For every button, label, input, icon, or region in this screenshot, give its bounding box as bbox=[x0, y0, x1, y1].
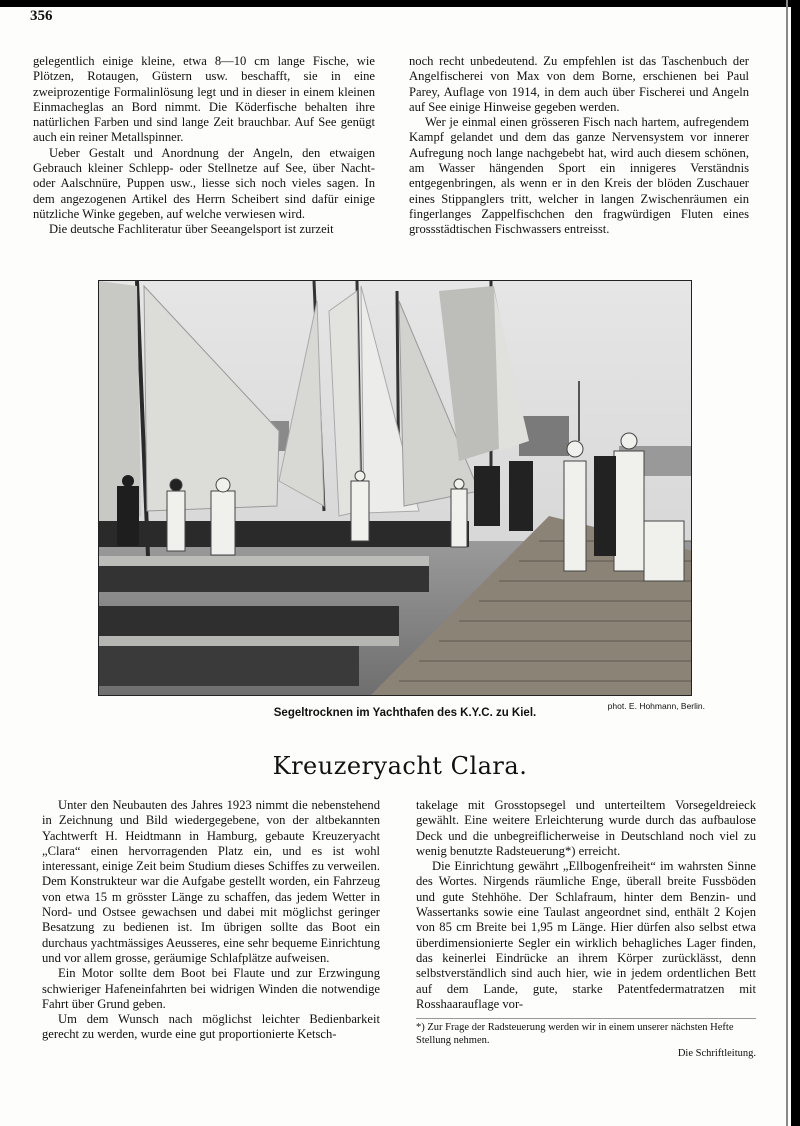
intro-right-paragraph: noch recht unbedeutend. Zu empfehlen ist das Taschenbuch der Angelfischerei von Max von dem Borne, erschienen bei Paul Parey, Auflage von 1914, in dem auch über Fischerei und Angeln auf See einige Hinweise gegeben werden. bbox=[409, 54, 749, 114]
article-left-paragraph: Ein Motor sollte dem Boot bei Flaute und zur Erzwingung schwieriger Hafeneinfahrten bei widrigen Winden die notwendige Fahrt über Grund geben. bbox=[42, 966, 380, 1011]
article-right-paragraph: Die Einrichtung gewährt „Ellbogenfreiheit“ im wahrsten Sinne des Wortes. Nirgends räumliche Enge, überall breite Fussböden und gute Stehhöhe. Der Schlafraum, hinter dem Benzin- und Wassertanks sowie eine Taulast angeordnet sind, enthält 2 Kojen von 85 cm Breite bei 1,95 m Länge. Hier dürfen also selbst etwa überdimensionierte Segler ein wirklich behagliches Lager finden, das keinerlei Eindrücke an ihrem Körper zurücklässt, denn selbstverständlich sind auch hier, wie in jedem ordentlichen Bett auf dem Lande, gute, starke Patentfedermatratzen mit Rosshaarauflage vor- bbox=[416, 859, 756, 1011]
page-number: 356 bbox=[30, 8, 53, 24]
photo-caption: Segeltrocknen im Yachthafen des K.Y.C. zu Kiel. bbox=[273, 707, 537, 719]
intro-left-paragraph: gelegentlich einige kleine, etwa 8—10 cm lange Fische, wie Plötzen, Rotaugen, Güstern usw. beschafft, sie in eine zweiprozentige Formalinlösung legt und in dieser in einem kleinen Einmacheglas an Bord nimmt. Die Köderfische behalten ihre natürlichen Farben und sind lange Zeit brauchbar. Auf See genügt auch ein reiner Metallspinner. bbox=[33, 54, 375, 145]
article-column-left bbox=[42, 798, 380, 1043]
page-right-border bbox=[791, 0, 800, 1126]
article-left-paragraph: Um dem Wunsch nach möglichst leichter Bedienbarkeit gerecht zu werden, wurde eine gut proportionierte Ketsch- bbox=[42, 1012, 380, 1042]
intro-column-left bbox=[33, 54, 375, 238]
article-title: Kreuzeryacht Clara. bbox=[272, 752, 528, 780]
page-right-edge-line bbox=[786, 0, 788, 1126]
intro-column-right bbox=[409, 54, 749, 238]
intro-right-paragraph: Wer je einmal einen grösseren Fisch nach hartem, aufregendem Kampf gelandet und dem das ganze Nervensystem vor innerer Aufregung noch lange nachgebebt hat, wird auch diesem schönen, am Wasser hängenden Sport ein innigeres Verständnis entgegenbringen, als wenn er in den Kreis der blöden Zuschauer eines Stippanglers tritt, welcher in langen Zwischenräumen ein fingerlanges Zappelfischchen den fragwürdigen Fluten eines grossstädtischen Fischwassers entreisst. bbox=[409, 115, 749, 237]
photo-credit: phot. E. Hohmann, Berlin. bbox=[607, 701, 705, 711]
harbor-photo bbox=[98, 280, 692, 696]
article-left-paragraph: Unter den Neubauten des Jahres 1923 nimmt die nebenstehend in Zeichnung und Bild wiedergegebene, von der altbekannten Yachtwerft H. Heidtmann in Hamburg, gebaute Kreuzeryacht „Clara“ einen hervorragenden Platz ein, und es ist wohl interessant, einige Zeit beim Studium dieses Schiffes zu verweilen. Dem Konstrukteur war die Aufgabe gestellt worden, ein Fahrzeug von etwa 15 m grösster Länge zu schaffen, das jedem Wetter in Nord- und Ostsee gewachsen und dabei mit möglichst geringer Besatzung zu bedienen ist. Im übrigen sollte das Boot ein durchaus yachtmässiges Aeusseres, eine sehr bequeme Einrichtung und vor allem grosse, geräumige Schlafplätze aufweisen. bbox=[42, 798, 380, 965]
page-top-border bbox=[0, 0, 800, 7]
intro-left-paragraph: Die deutsche Fachliteratur über Seeangelsport ist zurzeit bbox=[49, 222, 334, 237]
intro-left-paragraph: Ueber Gestalt und Anordnung der Angeln, den etwaigen Gebrauch kleiner Schlepp- oder Stellnetze auf See, über Nacht- oder Aalschnüre, Puppen usw., liesse sich noch vieles sagen. In dem angezogenen Artikel des Herrn Scheibert sind dafür einige nützliche Winke gegeben, auf welche verwiesen wird. bbox=[33, 145, 375, 221]
article-right-paragraph: takelage mit Grosstopsegel und unterteiltem Vorsegeldreieck gewählt. Eine weitere Erleichterung wurde durch das aufbaulose Deck und die unbegreiflicherweise in Deutschland noch viel zu wenig benutzte Radsteuerung*) erreicht. bbox=[416, 798, 756, 858]
footnote bbox=[416, 1018, 756, 1060]
harbor-photo-illustration bbox=[99, 281, 692, 696]
article-column-right bbox=[416, 798, 756, 1012]
footnote-text: *) Zur Frage der Radsteuerung werden wir in einem unserer nächsten Hefte Stellung nehmen. bbox=[416, 1022, 734, 1046]
footnote-signature: Die Schriftleitung. bbox=[677, 1048, 756, 1059]
